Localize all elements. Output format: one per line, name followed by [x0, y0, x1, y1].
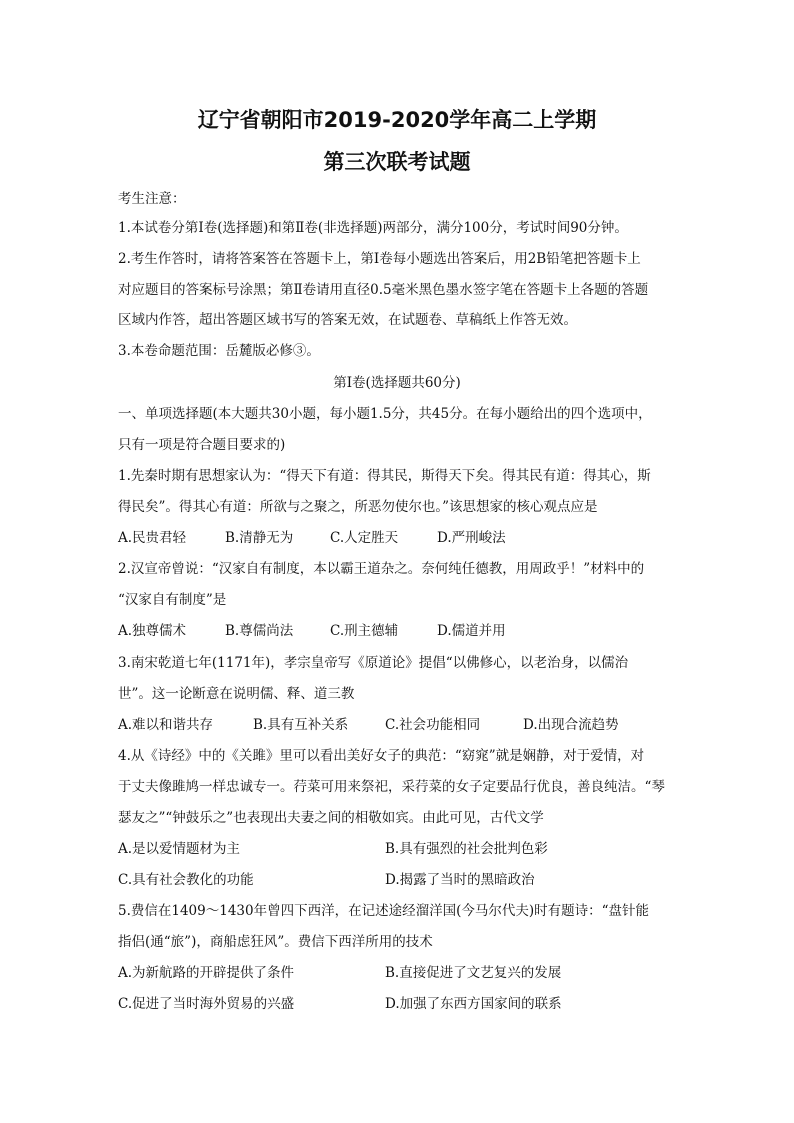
option-b: B.清静无为 [225, 530, 294, 546]
option-a: A.难以和谐共存 [118, 717, 214, 733]
option-a: A.民贵君轻 [118, 530, 187, 546]
option-a: A.是以爱情题材为主 [118, 841, 241, 857]
section-instruction: 只有一项是符合题目要求的) [118, 437, 286, 453]
question-stem: 于丈夫像雎鸠一样忠诚专一。荇菜可用来祭祀，采荇菜的女子定要品行优良，善良纯洁。“琴 [118, 779, 665, 795]
option-c: C.具有社会教化的功能 [118, 872, 254, 888]
option-c: C.人定胜天 [330, 530, 399, 546]
exam-subtitle: 第三次联考试题 [323, 150, 471, 174]
option-c: C.社会功能相同 [385, 717, 481, 733]
question-stem: 瑟友之”“钟鼓乐之”也表现出夫妻之间的相敬如宾。由此可见，古代文学 [118, 810, 544, 826]
option-c: C.促进了当时海外贸易的兴盛 [118, 996, 295, 1012]
option-a: A.独尊儒术 [118, 623, 187, 639]
question-stem: 2.汉宣帝曾说：“汉家自有制度，本以霸王道杂之。奈何纯任德教，用周政乎！”材料中的 [118, 561, 645, 577]
exam-title: 辽宁省朝阳市2019-2020学年高二上学期 [197, 108, 597, 132]
option-d: D.出现合流趋势 [523, 717, 619, 733]
section-instruction: 一、单项选择题(本大题共30小题，每小题1.5分，共45分。在每小题给出的四个选项中， [118, 406, 652, 422]
option-d: D.严刑峻法 [437, 530, 506, 546]
option-d: D.揭露了当时的黑暗政治 [385, 872, 535, 888]
option-b: B.直接促进了文艺复兴的发展 [385, 965, 562, 981]
option-d: D.儒道并用 [437, 623, 506, 639]
question-stem: 得民矣”。得其心有道：所欲与之聚之，所恶勿使尔也。”该思想家的核心观点应是 [118, 499, 598, 515]
question-stem: 指侣(通“旅”)，商船虑狂风”。费信下西洋所用的技术 [118, 934, 433, 950]
option-c: C.刑主德辅 [330, 623, 399, 639]
notice-item: 对应题目的答案标号涂黑；第Ⅱ卷请用直径0.5毫米黑色墨水签字笔在答题卡上各题的答题 [118, 282, 649, 298]
option-b: B.具有互补关系 [253, 717, 349, 733]
question-stem: 1.先秦时期有思想家认为：“得天下有道：得其民，斯得天下矣。得其民有道：得其心，斯 [118, 468, 651, 484]
notice-item: 区域内作答，超出答题区域书写的答案无效，在试题卷、草稿纸上作答无效。 [118, 312, 577, 328]
option-a: A.为新航路的开辟提供了条件 [118, 965, 295, 981]
option-b: B.具有强烈的社会批判色彩 [385, 841, 548, 857]
option-b: B.尊儒尚法 [225, 623, 294, 639]
question-stem: 4.从《诗经》中的《关雎》里可以看出美好女子的典范：“窈窕”就是娴静，对于爱情，对 [118, 748, 645, 764]
question-stem: 5.费信在1409～1430年曾四下西洋，在记述途经溜洋国(今马尔代夫)时有题诗：“盘针能 [118, 903, 650, 919]
section-title: 第Ⅰ卷(选择题共60分) [333, 375, 461, 391]
notice-heading: 考生注意： [118, 191, 186, 207]
question-stem: 3.南宋乾道七年(1171年)，孝宗皇帝写《原道论》提倡“以佛修心，以老治身，以儒治 [118, 655, 629, 671]
option-d: D.加强了东西方国家间的联系 [385, 996, 562, 1012]
question-stem: “汉家自有制度”是 [118, 592, 227, 608]
notice-item: 3.本卷命题范围：岳麓版必修③。 [118, 343, 320, 359]
notice-item: 1.本试卷分第Ⅰ卷(选择题)和第Ⅱ卷(非选择题)两部分，满分100分，考试时间90分钟。 [118, 220, 628, 236]
question-stem: 世”。这一论断意在说明儒、释、道三教 [118, 686, 355, 702]
notice-item: 2.考生作答时，请将答案答在答题卡上，第Ⅰ卷每小题选出答案后，用2B铅笔把答题卡上 [118, 251, 641, 267]
